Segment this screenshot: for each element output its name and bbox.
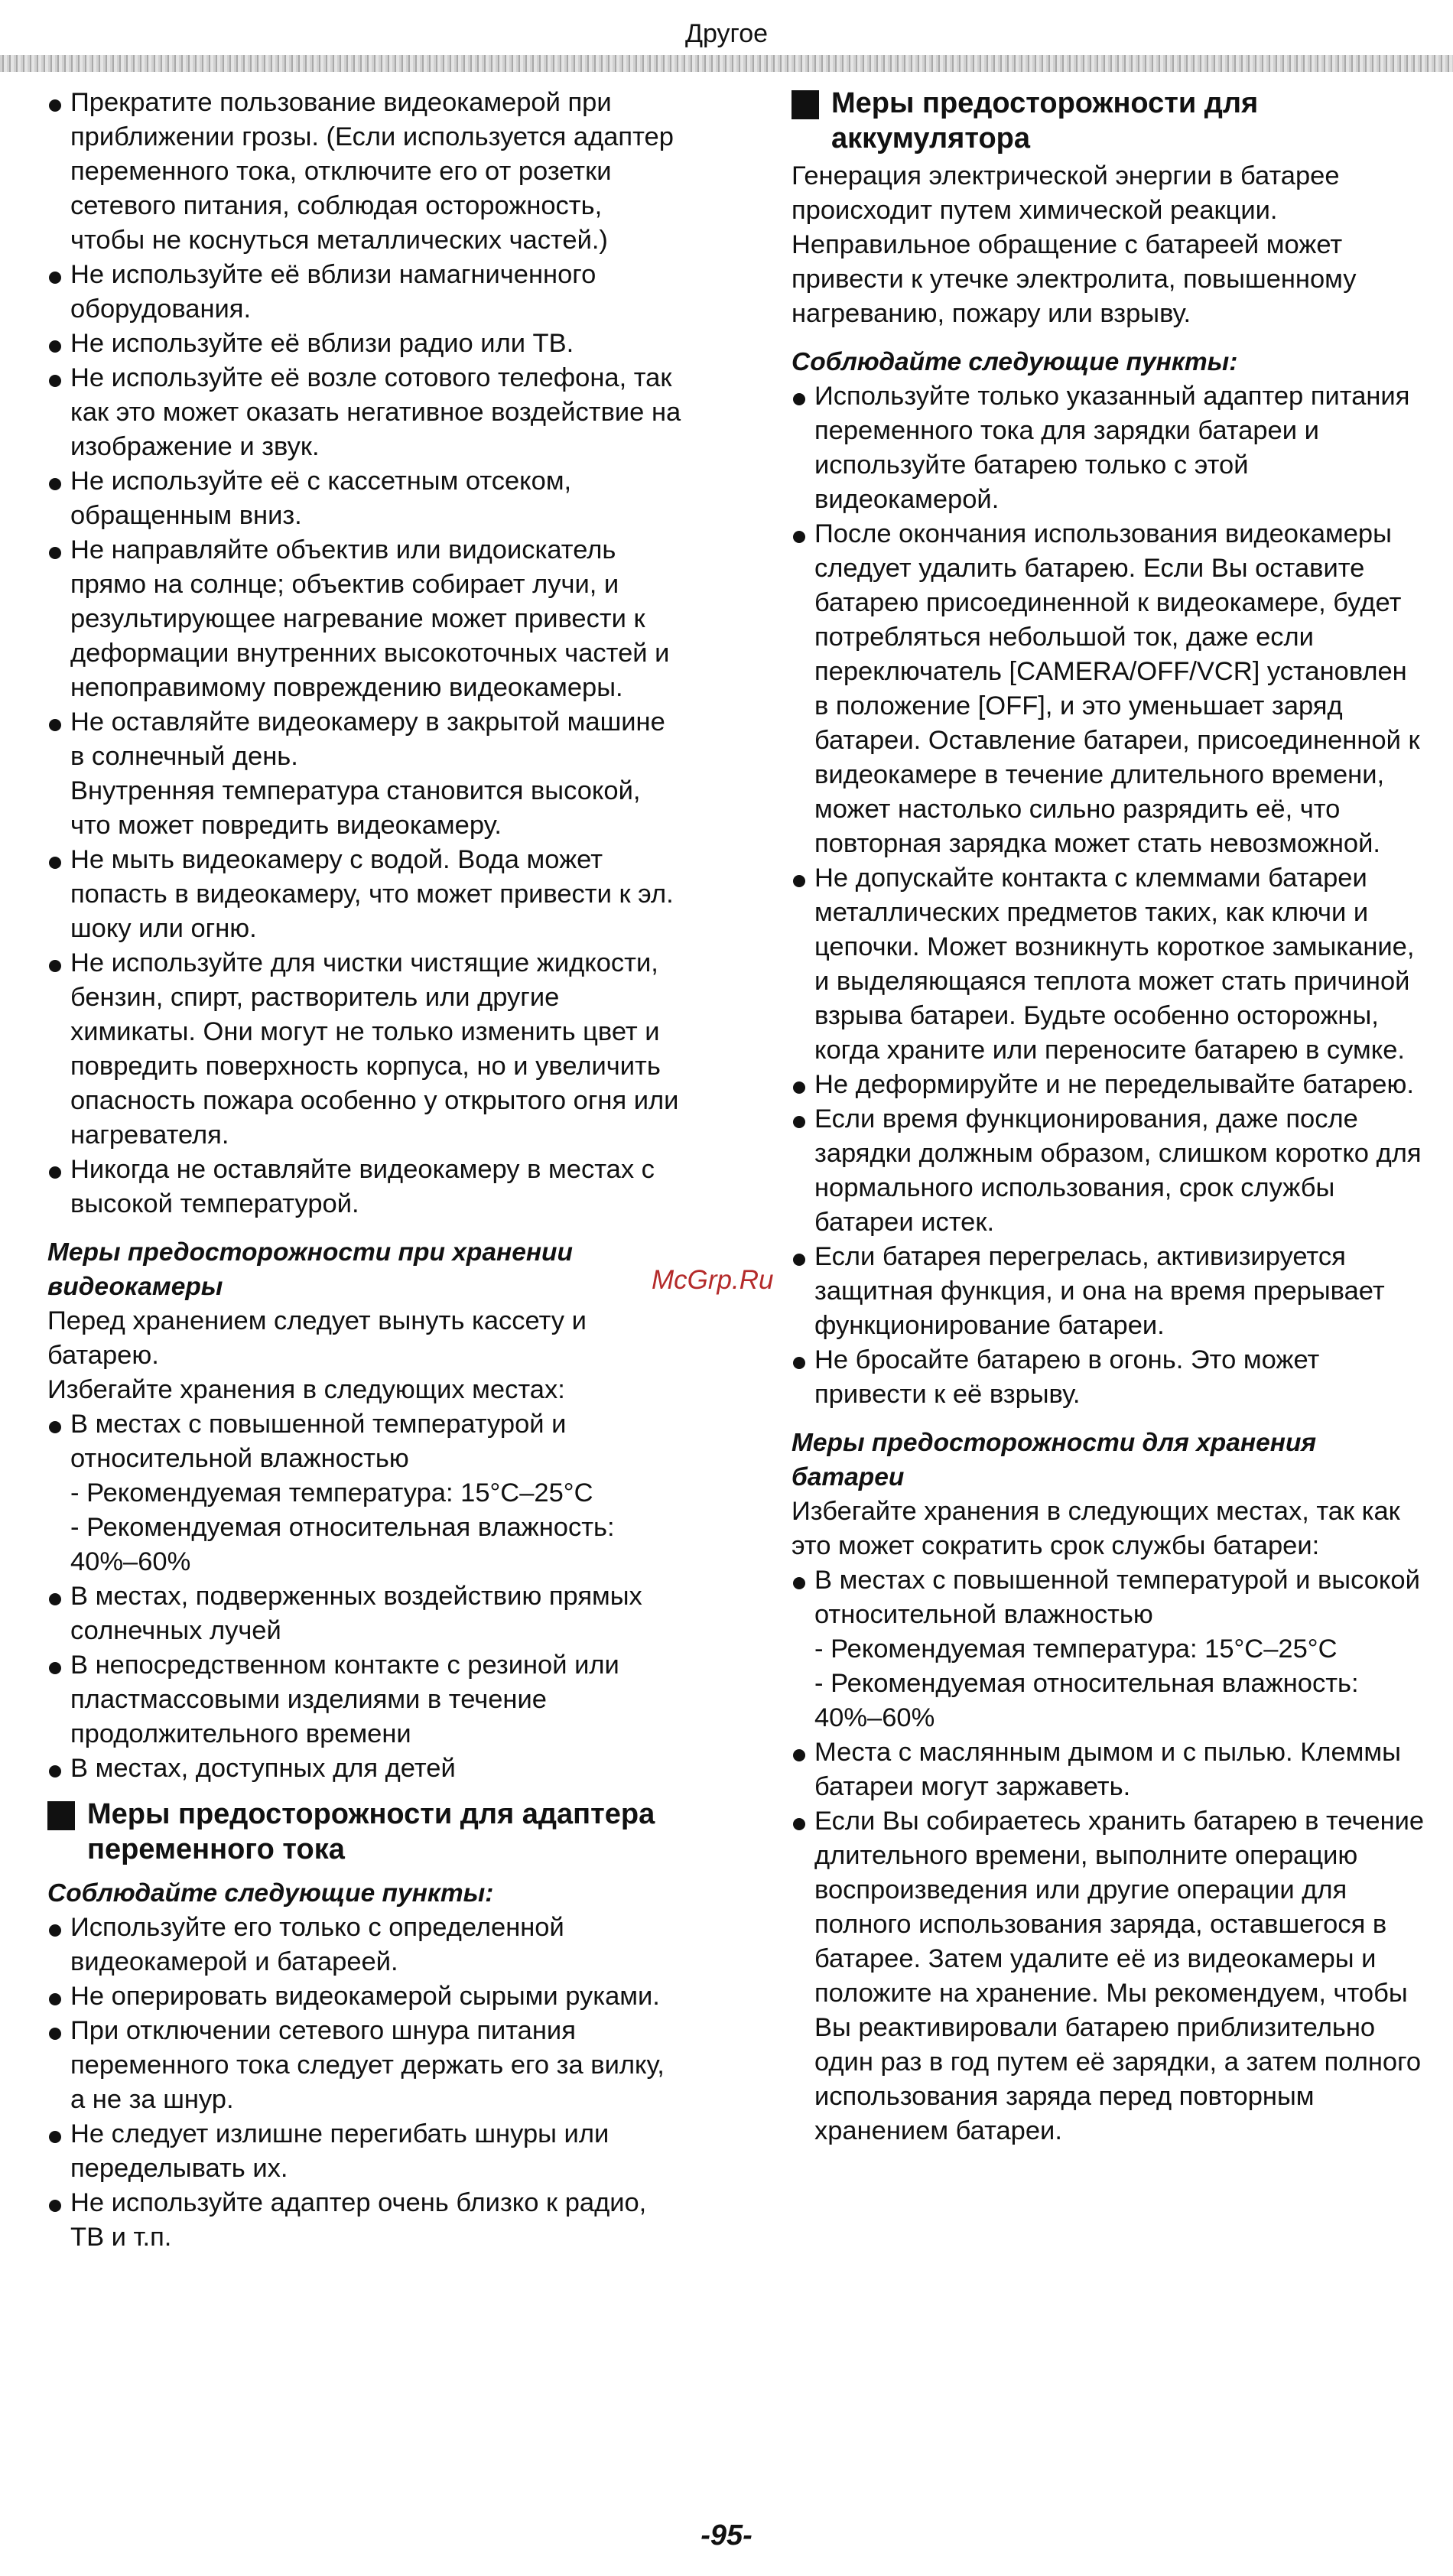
- camera-storage-paragraph: Перед хранением следует вынуть кассету и батарею.: [47, 1306, 587, 1370]
- heading-square-icon: [792, 90, 819, 119]
- adapter-subtitle: Соблюдайте следующие пункты:: [47, 1879, 494, 1908]
- battery-subtitle: Соблюдайте следующие пункты:: [792, 348, 1238, 376]
- list-item: Места с маслянным дымом и с пылью. Клеммы батареи могут заржаветь.: [792, 1735, 1426, 1804]
- list-item: В местах, доступных для детей: [47, 1751, 682, 1786]
- list-item: [47, 705, 682, 843]
- list-item: Используйте его только с определенной видеокамерой и батареей.: [47, 1911, 682, 1979]
- list-item: Не допускайте контакта с клеммами батареи металлических предметов таких, как ключи и цепочки. Может возникнуть короткое замыкание, и выделяющаяся теплота может стать причиной взрыва батареи. Будьте особенно осторожны, когда храните или переносите батарею в сумке.: [792, 861, 1426, 1068]
- header-divider: [0, 55, 1453, 72]
- battery-section-title: Меры предосторожности для аккумулятора: [831, 87, 1259, 154]
- list-item: Не деформируйте и не переделывайте батарею.: [792, 1068, 1426, 1102]
- list-item: Не используйте её вблизи намагниченного оборудования.: [47, 258, 682, 327]
- list-item: Если батарея перегрелась, активизируется защитная функция, и она на время прерывает функционирование батареи.: [792, 1240, 1426, 1343]
- recommended-humidity: - Рекомендуемая относительная влажность: 40%–60%: [70, 1513, 615, 1576]
- list-item: [47, 1407, 682, 1579]
- heading-square-icon: [47, 1801, 75, 1830]
- list-item: Никогда не оставляйте видеокамеру в местах с высокой температурой.: [47, 1153, 682, 1221]
- watermark: McGrp.Ru: [652, 1265, 774, 1295]
- list-item-text: Не оставляйте видеокамеру в закрытой машине в солнечный день.: [70, 707, 665, 771]
- battery-intro-paragraph: Генерация электрической энергии в батарее происходит путем химической реакции. Неправильное обращение с батареей может привести к утечке электролита, повышенному нагреванию, пожару или взрыву.: [792, 161, 1357, 328]
- camera-storage-title: Меры предосторожности при хранении видеокамеры: [47, 1238, 573, 1301]
- list-item: Не используйте для чистки чистящие жидкости, бензин, спирт, растворитель или другие химикаты. Они могут не только изменить цвет и повредить поверхность корпуса, но и увеличить опасность пожара особенно у открытого огня или нагревателя.: [47, 946, 682, 1153]
- list-item: Прекратите пользование видеокамерой при приближении грозы. (Если используется адаптер переменного тока, отключите его от розетки сетевого питания, соблюдая осторожность, чтобы не коснуться металлических частей.): [47, 86, 682, 258]
- recommended-humidity: - Рекомендуемая относительная влажность: 40%–60%: [814, 1669, 1359, 1732]
- list-item: Не следует излишне перегибать шнуры или переделывать их.: [47, 2117, 682, 2186]
- battery-precautions-list: [792, 379, 1426, 1412]
- list-item-text: В местах с повышенной температурой и высокой относительной влажностью: [814, 1566, 1420, 1629]
- list-item: Не оперировать видеокамерой сырыми руками.: [47, 1979, 682, 2014]
- list-item-note: Внутренняя температура становится высокой, что может повредить видеокамеру.: [70, 776, 641, 840]
- camera-storage-paragraph: Избегайте хранения в следующих местах:: [47, 1375, 565, 1404]
- list-item: [792, 1563, 1426, 1735]
- adapter-section-title: Меры предосторожности для адаптера переменного тока: [87, 1798, 655, 1865]
- general-precautions-list: [47, 86, 682, 1221]
- list-item-text: В местах с повышенной температурой и относительной влажностью: [70, 1410, 567, 1473]
- page-header-title: Другое: [684, 19, 769, 48]
- list-item: Не используйте адаптер очень близко к радио, ТВ и т.п.: [47, 2186, 682, 2255]
- page-number: -95-: [700, 2519, 753, 2552]
- list-item: Не используйте её с кассетным отсеком, обращенным вниз.: [47, 464, 682, 533]
- list-item: Не мыть видеокамеру с водой. Вода может попасть в видеокамеру, что может привести к эл. шоку или огню.: [47, 843, 682, 946]
- recommended-temperature: - Рекомендуемая температура: 15°C–25°C: [814, 1634, 1338, 1664]
- recommended-temperature: - Рекомендуемая температура: 15°C–25°C: [70, 1478, 593, 1508]
- list-item: Не бросайте батарею в огонь. Это может привести к её взрыву.: [792, 1343, 1426, 1412]
- list-item: Используйте только указанный адаптер питания переменного тока для зарядки батареи и используйте батарею только с этой видеокамерой.: [792, 379, 1426, 517]
- battery-storage-paragraph: Избегайте хранения в следующих местах, так как это может сократить срок службы батареи:: [792, 1497, 1400, 1560]
- battery-storage-list: [792, 1563, 1426, 2148]
- right-column: [792, 86, 1426, 2148]
- left-column: [47, 86, 682, 2255]
- list-item: Не используйте её вблизи радио или ТВ.: [47, 327, 682, 361]
- list-item: При отключении сетевого шнура питания переменного тока следует держать его за вилку, а не за шнур.: [47, 2014, 682, 2117]
- list-item: Не направляйте объектив или видоискатель прямо на солнце; объектив собирает лучи, и результирующее нагревание может привести к деформации внутренних высокоточных частей и непоправимому повреждению видеокамеры.: [47, 533, 682, 705]
- list-item: В непосредственном контакте с резиной или пластмассовыми изделиями в течение продолжительного времени: [47, 1648, 682, 1751]
- adapter-section-heading: [47, 1797, 682, 1867]
- list-item: После окончания использования видеокамеры следует удалить батарею. Если Вы оставите батарею присоединенной к видеокамере, будет потребляться небольшой ток, даже если переключатель [CAMERA/OFF/VCR] установлен в положение [OFF], и это уменьшает заряд батареи. Оставление батареи, присоединенной к видеокамере в течение длительного времени, может настолько сильно разрядить её, что повторная зарядка может стать невозможной.: [792, 517, 1426, 861]
- list-item: Не используйте её возле сотового телефона, так как это может оказать негативное воздействие на изображение и звук.: [47, 361, 682, 464]
- battery-section-heading: [792, 86, 1426, 156]
- camera-storage-list: [47, 1407, 682, 1786]
- list-item: Если Вы собираетесь хранить батарею в течение длительного времени, выполните операцию воспроизведения или другие операции для полного использования заряда, оставшегося в батарее. Затем удалите её из видеокамеры и положите на хранение. Мы рекомендуем, чтобы Вы реактивировали батарею приблизительно один раз в год путем её зарядки, а затем полного использования заряда перед повторным хранением батареи.: [792, 1804, 1426, 2148]
- list-item: В местах, подверженных воздействию прямых солнечных лучей: [47, 1579, 682, 1648]
- adapter-precautions-list: [47, 1911, 682, 2255]
- list-item: Если время функционирования, даже после зарядки должным образом, слишком коротко для нормального использования, срок службы батареи истек.: [792, 1102, 1426, 1240]
- battery-storage-title: Меры предосторожности для хранения батареи: [792, 1429, 1317, 1491]
